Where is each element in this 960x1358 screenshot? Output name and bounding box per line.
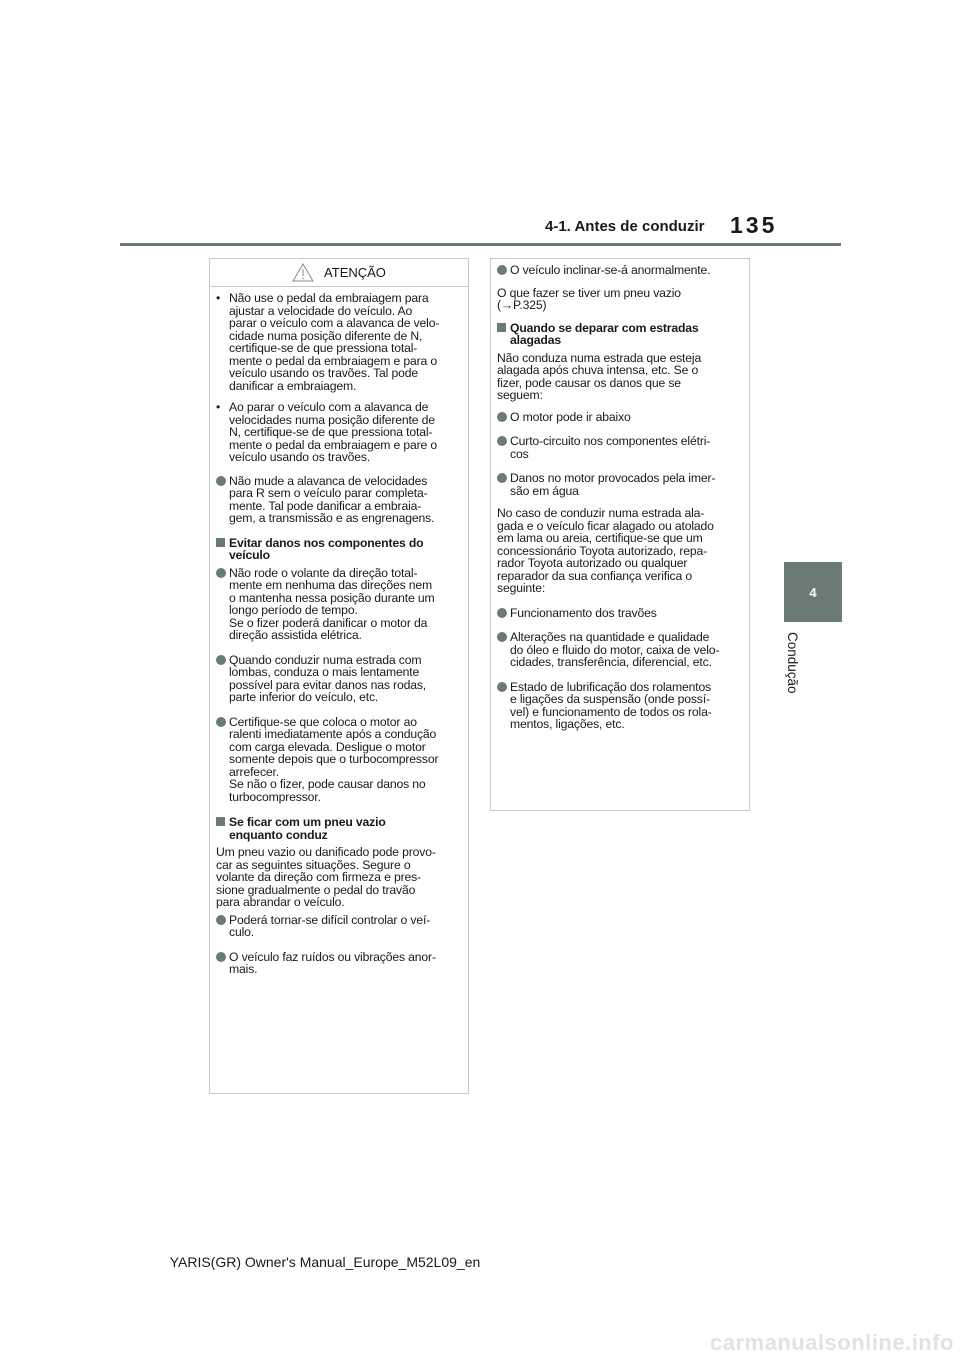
paragraph: Um pneu vazio ou danificado pode provo- car as seguintes situações. Segure o volante da direção com firmeza e pres- sione gradualmente o pedal do travão para abrandar o veículo. bbox=[216, 845, 436, 909]
paragraph: Não conduza numa estrada que esteja alagada após chuva intensa, etc. Se o fizer, pode causar os danos que se seguem: bbox=[497, 350, 702, 402]
watermark: carmanualsonline.info bbox=[710, 1330, 954, 1355]
chapter-label bbox=[780, 632, 806, 704]
circle-bullet-icon bbox=[216, 655, 226, 665]
caution-header bbox=[210, 259, 468, 287]
list-item: Poderá tornar-se difícil controlar o veí- culo. bbox=[216, 914, 464, 939]
circle-bullet-icon bbox=[497, 682, 507, 692]
circle-bullet-icon bbox=[216, 915, 226, 925]
paragraph: No caso de conduzir numa estrada ala- gada e o veículo ficar alagado ou atolado em lama ou areia, certifique-se que um concessionário Toyota autorizado, repa- rador Toyota autorizado ou qualquer reparador da sua confiança verifica o seguinte: bbox=[497, 506, 714, 595]
list-item: Não rode o volante da direção total- mente em nenhuma das direções nem o mantenha nessa posição durante um longo período de tempo. Se o fizer poderá danificar o motor da direção assistida elétrica. bbox=[216, 567, 464, 642]
list-item: • Ao parar o veículo com a alavanca de velocidades numa posição diferente de N, certifique-se de que pressiona total- mente o pedal da embraiagem e pare o veículo usando os travões. bbox=[216, 400, 438, 464]
circle-bullet-icon bbox=[497, 265, 507, 275]
caution-content bbox=[497, 264, 745, 740]
footer-manual-id: YARIS(GR) Owner's Manual_Europe_M52L09_en bbox=[169, 1254, 481, 1270]
list-item: Estado de lubrificação dos rolamentos e ligações da suspensão (onde possí- vel) e funcionamento de todos os rola- mentos, ligações, etc. bbox=[497, 681, 745, 731]
list-item: O motor pode ir abaixo bbox=[497, 411, 745, 424]
list-item: Curto-circuito nos componentes elétri- cos bbox=[497, 435, 745, 460]
list-item: Funcionamento dos travões bbox=[497, 607, 745, 620]
section-heading: Se ficar com um pneu vazio enquanto conduz bbox=[216, 816, 464, 841]
caution-content bbox=[216, 292, 464, 985]
circle-bullet-icon bbox=[216, 568, 226, 578]
chapter-tab bbox=[784, 562, 842, 622]
paragraph: O que fazer se tiver um pneu vazio (→P.325) bbox=[497, 285, 681, 312]
circle-bullet-icon bbox=[216, 476, 226, 486]
circle-bullet-icon bbox=[497, 436, 507, 446]
chapter-label-text: Condução bbox=[785, 632, 800, 694]
circle-bullet-icon bbox=[497, 608, 507, 618]
warning-triangle-icon bbox=[292, 263, 314, 282]
caution-title: ATENÇÃO bbox=[324, 265, 386, 280]
square-bullet-icon bbox=[216, 538, 225, 547]
chapter-number: 4 bbox=[809, 584, 817, 600]
page-number: 135 bbox=[730, 212, 778, 238]
list-item: • Não use o pedal da embraiagem para ajustar a velocidade do veículo. Ao parar o veículo com a alavanca de velo- cidade numa posição diferente de N, certifique-se de que pressiona total- mente o pedal da embraiagem e para o veículo usando os travões. Tal pode danificar a embraiagem. bbox=[216, 291, 440, 393]
circle-bullet-icon bbox=[497, 412, 507, 422]
circle-bullet-icon bbox=[497, 473, 507, 483]
list-item: Certifique-se que coloca o motor ao ralenti imediatamente após a condução com carga elevada. Desligue o motor somente depois que o turbocompressor arrefecer. Se não o fizer, pode causar danos no turbocompressor. bbox=[216, 716, 464, 804]
circle-bullet-icon bbox=[216, 717, 226, 727]
square-bullet-icon bbox=[497, 323, 506, 332]
list-item: Quando conduzir numa estrada com lombas, conduza o mais lentamente possível para evitar danos nas rodas, parte inferior do veículo, etc. bbox=[216, 654, 464, 704]
list-item: Alterações na quantidade e qualidade do óleo e fluido do motor, caixa de velo- cidades, transferência, diferencial, etc. bbox=[497, 631, 745, 669]
section-title: 4-1. Antes de conduzir bbox=[545, 218, 705, 235]
header-rule bbox=[120, 243, 841, 246]
caution-box-continued bbox=[490, 258, 750, 811]
list-item: O veículo inclinar-se-á anormalmente. bbox=[497, 264, 745, 277]
section-heading: Quando se deparar com estradas alagadas bbox=[497, 322, 745, 347]
circle-bullet-icon bbox=[216, 952, 226, 962]
list-item: O veículo faz ruídos ou vibrações anor- mais. bbox=[216, 951, 464, 976]
list-item: Não mude a alavanca de velocidades para R sem o veículo parar completa- mente. Tal pode danificar a embraia- gem, a transmissão e as engrenagens. bbox=[216, 475, 464, 525]
square-bullet-icon bbox=[216, 817, 225, 826]
circle-bullet-icon bbox=[497, 632, 507, 642]
list-item: Danos no motor provocados pela imer- são em água bbox=[497, 472, 745, 497]
caution-box bbox=[209, 258, 469, 1094]
section-heading: Evitar danos nos componentes do veículo bbox=[216, 537, 464, 562]
